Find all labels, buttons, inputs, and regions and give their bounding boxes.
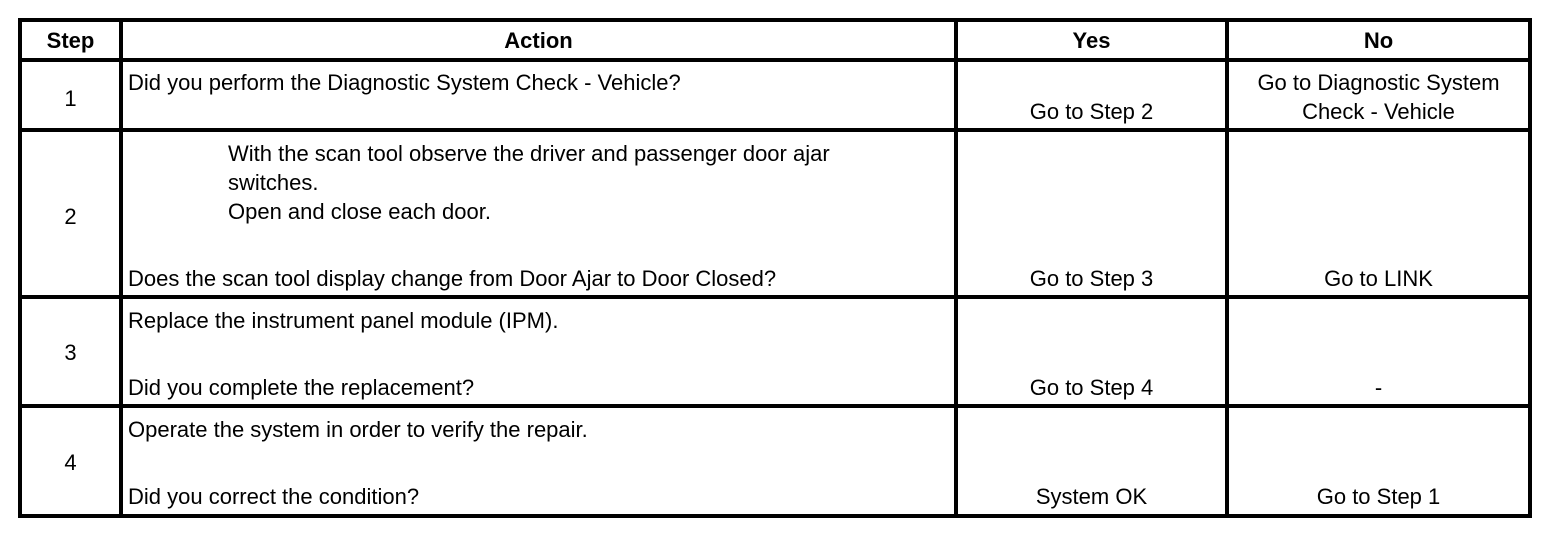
header-divider [18,58,1532,62]
yes-link[interactable]: Go to Step 2 [1029,99,1154,124]
action-substep: switches. [228,170,319,195]
action-text: Replace the instrument panel module (IPM). [128,308,559,333]
row-divider-3 [18,404,1532,408]
col-divider-step [119,18,123,518]
no-value: - [1374,375,1383,400]
no-link[interactable]: Check - Vehicle [1302,99,1455,124]
yes-link[interactable]: Go to Step 4 [1029,375,1154,400]
step-number: 3 [64,340,77,365]
action-text: Operate the system in order to verify the repair. [128,417,588,442]
header-step: Step [46,28,95,53]
yes-link[interactable]: Go to Step 3 [1029,266,1154,291]
row-divider-1 [18,128,1532,132]
action-substep: Open and close each door. [228,199,491,224]
table-border-bottom [18,514,1532,518]
no-link[interactable]: Go to LINK [1324,266,1433,291]
action-substep: With the scan tool observe the driver and passenger door ajar [228,141,830,166]
action-question: Did you complete the replacement? [128,375,475,400]
no-link[interactable]: Go to Step 1 [1316,484,1441,509]
diagnostic-table [18,18,1532,518]
header-yes: Yes [1072,28,1111,53]
header-no: No [1363,28,1394,53]
table-border-top [18,18,1532,22]
row-divider-2 [18,295,1532,299]
header-action: Action [504,28,573,53]
table-border-right [1528,18,1532,518]
step-number: 4 [64,450,77,475]
action-text: Did you perform the Diagnostic System Check - Vehicle? [128,70,681,95]
action-question: Did you correct the condition? [128,484,420,509]
step-number: 2 [64,204,77,229]
step-number: 1 [64,86,77,111]
no-link[interactable]: Go to Diagnostic System [1257,70,1500,95]
action-question: Does the scan tool display change from Door Ajar to Door Closed? [128,266,777,291]
yes-result: System OK [1035,484,1148,509]
